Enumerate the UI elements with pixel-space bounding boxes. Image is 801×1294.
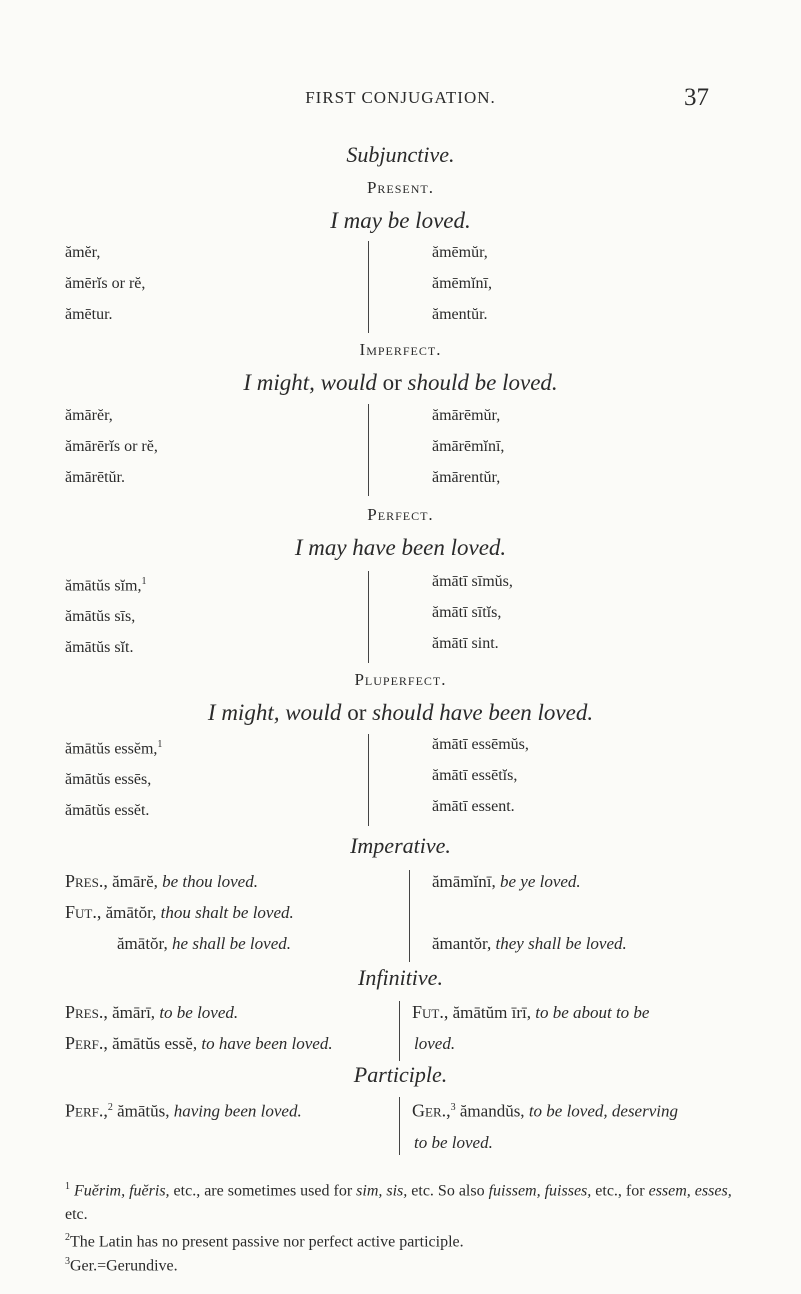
participle-perfect: Perf.,$^2$ ămātŭs, having been loved. xyxy=(65,1100,302,1121)
form: ămātŭs essĕt. xyxy=(65,802,150,820)
column-divider xyxy=(368,241,369,333)
present-singular-forms xyxy=(65,237,145,330)
footnote-ref: 3 xyxy=(450,1102,456,1113)
form: ămārēmĭnī, xyxy=(432,438,505,455)
section-title-participle: Participle. xyxy=(353,1062,448,1087)
form: ămātī essētĭs, xyxy=(432,767,518,784)
form: ămēmŭr, xyxy=(432,244,488,261)
form: ămātī essēmŭs, xyxy=(432,736,529,753)
tense-label-imperfect: Imperfect. xyxy=(359,340,442,359)
column-divider xyxy=(368,734,369,826)
perfect-singular-forms xyxy=(65,566,146,663)
form: ămātŭs sīs, xyxy=(65,608,136,626)
form: ămātŭs essēs, xyxy=(65,771,152,789)
imperfect-singular-forms xyxy=(65,400,158,493)
form: ămātī sīmŭs, xyxy=(432,573,513,590)
form: ămātī sītĭs, xyxy=(432,604,502,621)
translation-pluperfect: I might, would or should have been loved. xyxy=(207,700,594,725)
form: ămātŭs sĭm,$^1$ xyxy=(65,576,147,595)
form: ămentŭr. xyxy=(432,306,488,323)
infinitive-perfect: Perf., ămātŭs essĕ, to have been loved. xyxy=(65,1033,333,1053)
footnote-1: $^1$ Fuĕrim, fuĕris, etc., are sometimes used for sim, sis, etc. So also fuissem, fuisses, etc., for essem, esses, etc. xyxy=(65,1181,732,1224)
column-divider xyxy=(409,870,410,962)
page-number: 37 xyxy=(684,84,709,111)
imperative-future: Fut., ămātŏr, thou shalt be loved. xyxy=(65,902,294,922)
form: ămātī sint. xyxy=(432,635,499,652)
present-plural-forms xyxy=(432,237,492,330)
form: ămētur. xyxy=(65,306,113,323)
form: ămēmĭnī, xyxy=(432,275,492,292)
form: ămērĭs or rĕ, xyxy=(65,275,146,292)
form: ămātŭs essĕm,$^1$ xyxy=(65,739,163,758)
column-divider xyxy=(399,1097,400,1155)
infinitive-left xyxy=(65,997,333,1059)
form: ămārērĭs or rĕ, xyxy=(65,438,158,455)
pluperfect-singular-forms xyxy=(65,729,162,826)
form: ămārentŭr, xyxy=(432,469,501,486)
imperative-present: Pres., ămārĕ, be thou loved. xyxy=(65,871,258,891)
tense-label-present: Present. xyxy=(366,178,435,197)
translation-imperfect: I might, would or should be loved. xyxy=(243,370,558,395)
infinitive-future: Fut., ămātŭm īrī, to be about to be xyxy=(412,1002,650,1022)
imperative-right xyxy=(432,866,627,959)
tense-label-perfect: Perfect. xyxy=(367,505,434,524)
imperative-future-third: ămātŏr, he shall be loved. xyxy=(117,934,291,953)
form: ămātŭs sĭt. xyxy=(65,639,134,657)
imperative-left xyxy=(65,866,294,959)
perfect-plural-forms xyxy=(432,566,513,659)
column-divider xyxy=(368,571,369,663)
form: ămārĕr, xyxy=(65,407,113,424)
imperative-plural-present: ămāmĭnī, be ye loved. xyxy=(432,872,581,891)
form: ămĕr, xyxy=(65,244,101,261)
imperfect-plural-forms xyxy=(432,400,504,493)
column-divider xyxy=(368,404,369,496)
running-header: FIRST CONJUGATION. xyxy=(305,88,496,107)
pluperfect-plural-forms xyxy=(432,729,529,822)
participle-gerundive: Ger.,$^3$ ămandŭs, to be loved, deserving to be loved. xyxy=(412,1100,678,1152)
imperative-plural-future: ămantŏr, they shall be loved. xyxy=(432,934,627,953)
translation-present: I may be loved. xyxy=(330,208,471,233)
form: ămātī essent. xyxy=(432,798,515,815)
footnote-ref: 2 xyxy=(107,1102,113,1113)
infinitive-present: Pres., ămārī, to be loved. xyxy=(65,1002,239,1022)
infinitive-right: Fut., ămātŭm īrī, to be about to be loved. xyxy=(412,997,649,1059)
section-title-infinitive: Infinitive. xyxy=(358,965,443,990)
footnote-ref: 1 xyxy=(141,576,147,587)
form: ămārētŭr. xyxy=(65,469,125,486)
translation-perfect: I may have been loved. xyxy=(294,535,507,560)
footnote-ref: 1 xyxy=(157,739,163,750)
section-title-subjunctive: Subjunctive. xyxy=(346,142,455,167)
form: ămārēmŭr, xyxy=(432,407,501,424)
section-title-imperative: Imperative. xyxy=(350,833,451,858)
tense-label-pluperfect: Pluperfect. xyxy=(354,670,447,689)
footnote-3: $^3$Ger.=Gerundive. xyxy=(65,1256,178,1275)
column-divider xyxy=(399,1001,400,1061)
footnote-2: $^2$The Latin has no present passive nor perfect active participle. xyxy=(65,1232,464,1251)
